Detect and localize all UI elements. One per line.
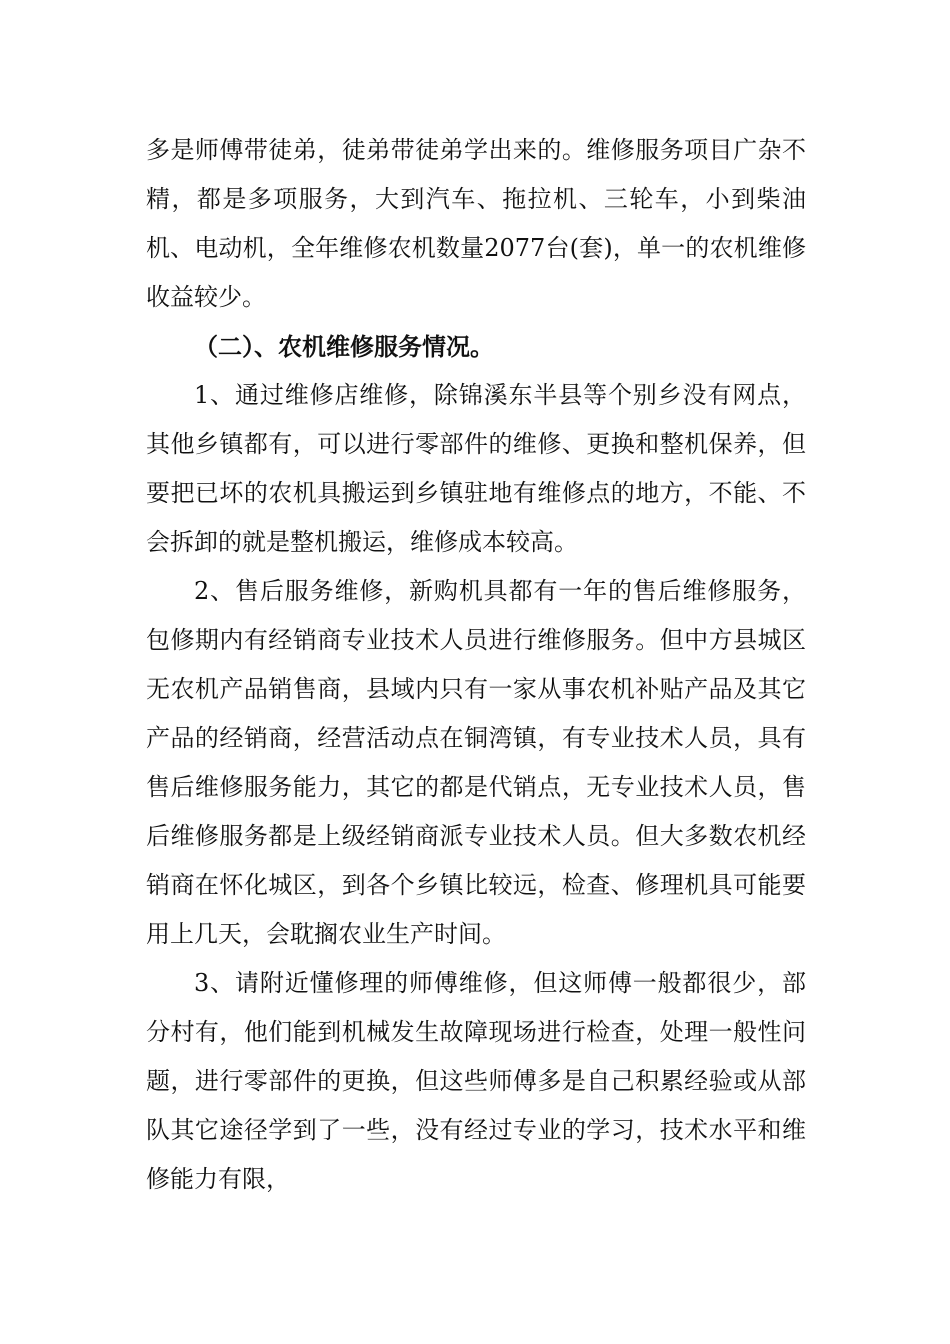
paragraph-continuation: 多是师傅带徒弟，徒弟带徒弟学出来的。维修服务项目广杂不精，都是多项服务，大到汽车、拖拉机、三轮车，小到柴油机、电动机，全年维修农机数量2077台(套)，单一的农机维修收益较少。 xyxy=(146,136,806,311)
section-heading: （二）、农机维修服务情况。 xyxy=(194,332,494,361)
list-item: 1、通过维修店维修，除锦溪东半县等个别乡没有网点，其他乡镇都有，可以进行零部件的维修、更换和整机保养，但要把已坏的农机具搬运到乡镇驻地有维修点的地方，不能、不会拆卸的就是整机搬运，维修成本较高。 xyxy=(146,381,806,556)
list-item: 2、售后服务维修，新购机具都有一年的售后维修服务，包修期内有经销商专业技术人员进行维修服务。但中方县城区无农机产品销售商，县域内只有一家从事农机补贴产品及其它产品的经销商，经营活动点在铜湾镇，有专业技术人员，具有售后维修服务能力，其它的都是代销点，无专业技术人员，售后维修服务都是上级经销商派专业技术人员。但大多数农机经销商在怀化城区，到各个乡镇比较远，检查、修理机具可能要用上几天，会耽搁农业生产时间。 xyxy=(146,577,806,948)
document-body xyxy=(146,126,806,1204)
list-item: 3、请附近懂修理的师傅维修，但这师傅一般都很少，部分村有，他们能到机械发生故障现场进行检查，处理一般性问题，进行零部件的更换，但这些师傅多是自己积累经验或从部队其它途径学到了一些，没有经过专业的学习，技术水平和维修能力有限， xyxy=(146,969,806,1193)
